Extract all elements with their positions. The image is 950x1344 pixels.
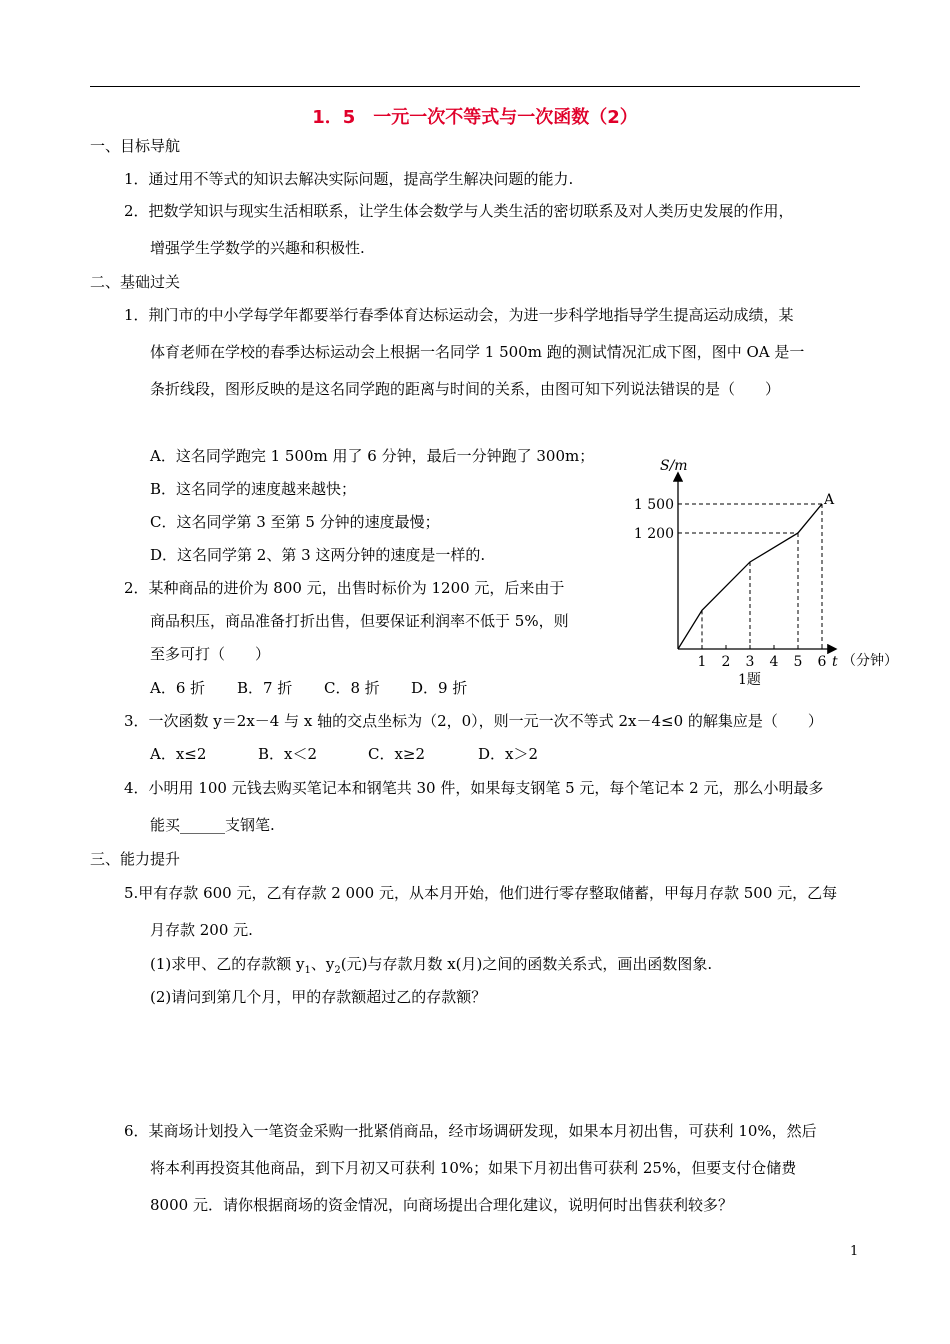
q1-option-b: B．这名同学的速度越来越快； <box>150 480 357 498</box>
q5-part2: (2)请问到第几个月，甲的存款额超过乙的存款额？ <box>150 988 487 1006</box>
q3-option-d: D．x＞2 <box>478 745 539 763</box>
q2-line3: 至多可打（ ） <box>150 645 271 663</box>
page-number: 1 <box>850 1244 859 1259</box>
q5-subscript-1: 1 <box>304 965 311 976</box>
y-tick-label: 1 200 <box>633 525 674 542</box>
q2-option-d: D．9 折 <box>411 679 468 697</box>
q1-line2: 体育老师在学校的春季达标运动会上根据一名同学 1 500m 跑的测试情况汇成下图，图中 OA 是一 <box>150 343 805 361</box>
page-title: 1．5 一元一次不等式与一次函数（2） <box>312 107 638 128</box>
section2-heading: 二、基础过关 <box>90 273 181 291</box>
q2-option-c: C．8 折 <box>324 679 380 697</box>
q5-line1: 5.甲有存款 600 元，乙有存款 2 000 元，从本月开始，他们进行零存整取储蓄，甲每月存款 500 元，乙每 <box>124 884 838 902</box>
q5-subscript-2: 2 <box>334 965 341 976</box>
point-a-label: A <box>824 492 835 508</box>
q5-part1 <box>150 954 712 981</box>
x-tick-label: 5 <box>793 654 803 670</box>
q3-line1: 3．一次函数 y＝2x－4 与 x 轴的交点坐标为（2，0），则一元一次不等式 2x－4≤0 的解集应是（ ） <box>124 712 823 730</box>
x-tick-label: 6 <box>817 654 827 670</box>
q1-option-a: A．这名同学跑完 1 500m 用了 6 分钟，最后一分钟跑了 300m； <box>150 447 595 465</box>
q4-line2: 能买______支钢笔. <box>150 816 275 834</box>
goal-item-2-line2: 增强学生学数学的兴趣和积极性. <box>150 239 365 257</box>
q3-option-b: B．x＜2 <box>258 745 318 763</box>
section1-heading: 一、目标导航 <box>90 137 181 155</box>
goal-item-2-line1: 2．把数学知识与现实生活相联系，让学生体会数学与人类生活的密切联系及对人类历史发展的作用， <box>124 202 794 220</box>
header-rule <box>90 86 860 87</box>
x-tick-label: 3 <box>745 654 755 670</box>
distance-time-chart <box>620 452 920 692</box>
q1-line1: 1．荆门市的中小学每学年都要举行春季体育达标运动会，为进一步科学地指导学生提高运动成绩，某 <box>124 306 794 324</box>
q5-part1-text-b: 、y <box>310 955 335 973</box>
y-tick-label: 1 500 <box>633 496 674 513</box>
q2-line2: 商品积压，商品准备打折出售，但要保证利润率不低于 5%，则 <box>150 612 569 630</box>
q4-line1: 4．小明用 100 元钱去购买笔记本和钢笔共 30 件，如果每支钢笔 5 元，每个笔记本 2 元，那么小明最多 <box>124 779 824 797</box>
q1-option-d: D．这名同学第 2、第 3 这两分钟的速度是一样的. <box>150 546 486 564</box>
goal-item-1: 1．通过用不等式的知识去解决实际问题，提高学生解决问题的能力. <box>124 170 574 188</box>
q5-part1-text-a: (1)求甲、乙的存款额 y <box>150 955 305 973</box>
q2-option-b: B．7 折 <box>237 679 293 697</box>
section3-heading: 三、能力提升 <box>90 850 181 868</box>
q1-option-c: C．这名同学第 3 至第 5 分钟的速度最慢； <box>150 513 440 531</box>
q6-line1: 6．某商场计划投入一笔资金采购一批紧俏商品，经市场调研发现，如果本月初出售，可获利 10%，然后 <box>124 1122 817 1140</box>
x-tick-label: 2 <box>721 654 731 670</box>
y-axis-label: S/m <box>660 458 688 474</box>
q6-line3: 8000 元．请你根据商场的资金情况，向商场提出合理化建议，说明何时出售获利较多？ <box>150 1196 733 1214</box>
x-axis-unit: （分钟） <box>842 653 898 669</box>
x-tick-label: 1 <box>697 654 707 670</box>
chart-caption: 1题 <box>738 672 761 688</box>
q1-line3: 条折线段，图形反映的是这名同学跑的距离与时间的关系，由图可知下列说法错误的是（ ） <box>150 380 781 398</box>
q2-option-a: A．6 折 <box>150 679 206 697</box>
q5-line2: 月存款 200 元. <box>150 921 253 939</box>
q3-option-c: C．x≥2 <box>368 745 426 763</box>
q3-option-a: A．x≤2 <box>150 745 207 763</box>
q6-line2: 将本利再投资其他商品，到下月初又可获利 10%；如果下月初出售可获利 25%，但要支付仓储费 <box>150 1159 797 1177</box>
q2-line1: 2．某种商品的进价为 800 元，出售时标价为 1200 元，后来由于 <box>124 579 565 597</box>
x-axis-label: t <box>832 654 838 670</box>
x-tick-label: 4 <box>769 654 779 670</box>
q5-part1-text-c: (元)与存款月数 x(月)之间的函数关系式，画出函数图象. <box>340 955 713 973</box>
